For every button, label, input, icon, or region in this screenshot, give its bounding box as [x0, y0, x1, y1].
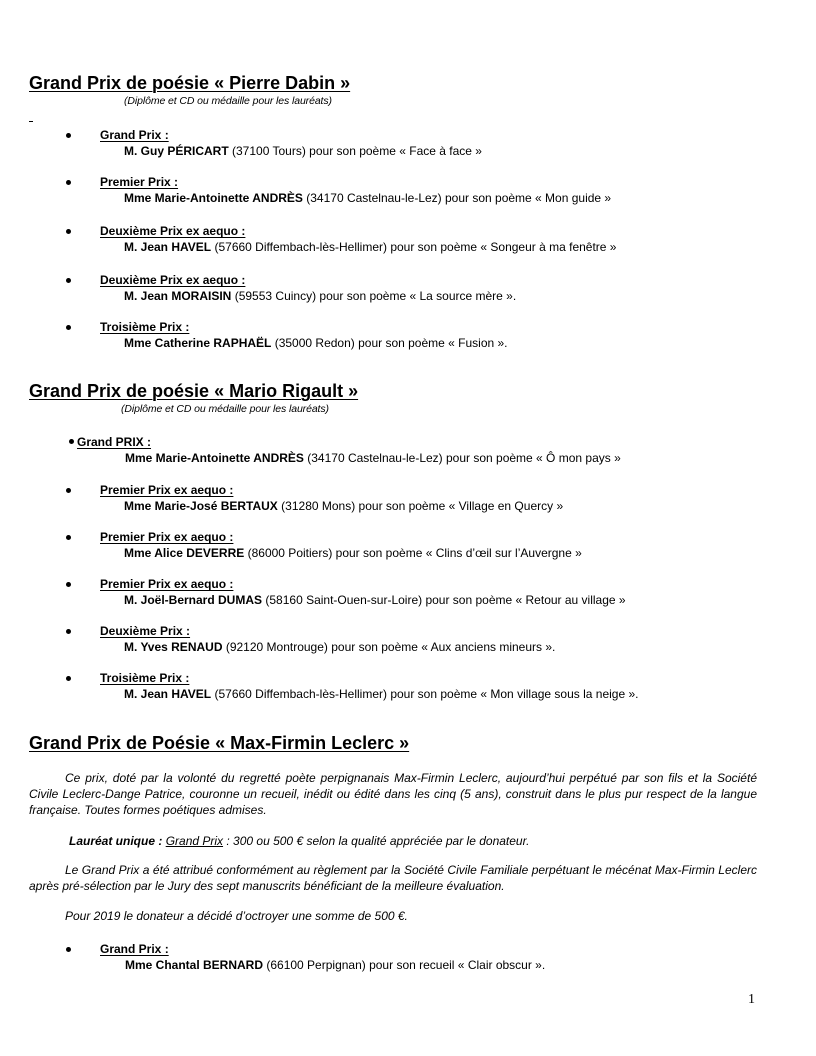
prize-label: Grand PRIX :: [77, 435, 152, 449]
prize-label: Troisième Prix :: [100, 671, 190, 685]
laureate-name: Mme Chantal BERNARD: [125, 958, 264, 972]
laureate-line: [124, 546, 582, 560]
prize-label: Premier Prix ex aequo :: [100, 483, 234, 497]
prize-label: Premier Prix ex aequo :: [100, 530, 234, 544]
list-item: [0, 483, 816, 521]
list-item: [0, 530, 816, 568]
list-item: [0, 671, 816, 709]
list-item: [0, 128, 816, 166]
laureate-name: M. Jean HAVEL: [124, 687, 212, 701]
section-title-pierre-dabin: Grand Prix de poésie « Pierre Dabin »: [29, 73, 351, 93]
bullet-icon: [69, 439, 74, 444]
laureate-line: [124, 593, 626, 607]
prize-label: Deuxième Prix :: [100, 624, 191, 638]
laureate-name: Mme Marie-Antoinette ANDRÈS: [125, 451, 304, 465]
list-item: [0, 224, 816, 262]
laureat-label: Lauréat unique :: [69, 834, 163, 848]
bullet-icon: [66, 535, 71, 540]
laureate-name: Mme Alice DEVERRE: [124, 546, 245, 560]
prize-label: Grand Prix :: [100, 942, 169, 956]
laureate-name: M. Jean HAVEL: [124, 240, 212, 254]
laureate-line: [125, 451, 621, 465]
list-item: [0, 942, 816, 980]
laureate-details: (35000 Redon) pour son poème « Fusion ».: [274, 336, 508, 350]
laureate-details: (92120 Montrouge) pour son poème « Aux anciens mineurs ».: [225, 640, 556, 654]
bullet-icon: [66, 133, 71, 138]
section-title-mario-rigault: Grand Prix de poésie « Mario Rigault »: [29, 381, 359, 401]
bullet-icon: [66, 325, 71, 330]
laureate-line: [124, 289, 516, 303]
laureate-details: (59553 Cuincy) pour son poème « La source mère ».: [234, 289, 517, 303]
prize-label: Premier Prix ex aequo :: [100, 577, 234, 591]
laureate-line: [124, 640, 555, 654]
paragraph-attribution: Le Grand Prix a été attribué conformément au règlement par la Société Civile Familiale perpétuant le mécénat Max-Firmin Leclerc après pré-sélection par le Jury des sept manuscrits bénéficiant de la meilleure évaluation.: [29, 863, 757, 893]
section-title-max-firmin-leclerc: Grand Prix de Poésie « Max-Firmin Leclerc »: [29, 733, 410, 753]
laureat-text: : 300 ou 500 € selon la qualité appréciée par le donateur.: [223, 834, 530, 848]
laureate-line: [124, 191, 611, 205]
laureate-details: (86000 Poitiers) pour son poème « Clins d’œil sur l’Auvergne »: [247, 546, 582, 560]
prize-label: Premier Prix :: [100, 175, 179, 189]
laureate-name: Mme Marie-José BERTAUX: [124, 499, 278, 513]
laureate-details: (58160 Saint-Ouen-sur-Loire) pour son poème « Retour au village »: [265, 593, 626, 607]
laureate-line: [125, 958, 545, 972]
prize-label: Deuxième Prix ex aequo :: [100, 224, 246, 238]
bullet-icon: [66, 278, 71, 283]
laureate-line: [124, 240, 616, 254]
bullet-icon: [66, 676, 71, 681]
laureate-line: [124, 499, 563, 513]
prize-label: Troisième Prix :: [100, 320, 190, 334]
laureate-name: Mme Catherine RAPHAËL: [124, 336, 272, 350]
list-item: [0, 577, 816, 615]
laureate-name: Mme Marie-Antoinette ANDRÈS: [124, 191, 303, 205]
laureate-line: [124, 336, 508, 350]
bullet-icon: [66, 180, 71, 185]
laureate-name: M. Joël-Bernard DUMAS: [124, 593, 263, 607]
laureate-name: M. Guy PÉRICART: [124, 144, 229, 158]
prize-label: Grand Prix :: [100, 128, 169, 142]
stray-underline-mark: [29, 113, 33, 122]
laureate-name: M. Yves RENAUD: [124, 640, 223, 654]
bullet-icon: [66, 947, 71, 952]
section-subtitle: (Diplôme et CD ou médaille pour les lauréats): [121, 403, 329, 415]
list-item: [0, 175, 816, 213]
laureate-details: (37100 Tours) pour son poème « Face à face »: [232, 144, 482, 158]
laureate-details: (57660 Diffembach-lès-Hellimer) pour son poème « Mon village sous la neige ».: [214, 687, 639, 701]
paragraph-amount: Pour 2019 le donateur a décidé d’octroyer une somme de 500 €.: [65, 909, 408, 923]
bullet-icon: [66, 488, 71, 493]
laureate-details: (66100 Perpignan) pour son recueil « Clair obscur ».: [263, 958, 546, 972]
laureate-details: (31280 Mons) pour son poème « Village en Quercy »: [281, 499, 564, 513]
prize-label: Deuxième Prix ex aequo :: [100, 273, 246, 287]
bullet-icon: [66, 582, 71, 587]
bullet-icon: [66, 629, 71, 634]
section-subtitle: (Diplôme et CD ou médaille pour les lauréats): [124, 95, 332, 107]
list-item: [0, 320, 816, 358]
list-item: [0, 435, 816, 473]
laureat-unique-line: [69, 834, 530, 848]
list-item: [0, 624, 816, 662]
page-number: 1: [748, 992, 755, 1007]
laureate-details: (57660 Diffembach-lès-Hellimer) pour son poème « Songeur à ma fenêtre »: [214, 240, 617, 254]
laureate-details: (34170 Castelnau-le-Lez) pour son poème « Mon guide »: [306, 191, 612, 205]
laureate-line: [124, 687, 638, 701]
bullet-icon: [66, 229, 71, 234]
list-item: [0, 273, 816, 311]
laureate-details: (34170 Castelnau-le-Lez) pour son poème « Ô mon pays »: [307, 451, 621, 465]
laureate-name: M. Jean MORAISIN: [124, 289, 232, 303]
laureat-prize: Grand Prix: [165, 834, 224, 848]
paragraph-description: Ce prix, doté par la volonté du regretté poète perpignanais Max-Firmin Leclerc, aujourd’hui perpétué par son fils et la Société Civile Leclerc-Dange Patrice, couronne un recueil, inédit ou édité dans les cinq (5 ans), construit dans le plus pur respect de la langue française. Toutes formes poétiques admises.: [29, 771, 757, 817]
laureate-line: [124, 144, 482, 158]
